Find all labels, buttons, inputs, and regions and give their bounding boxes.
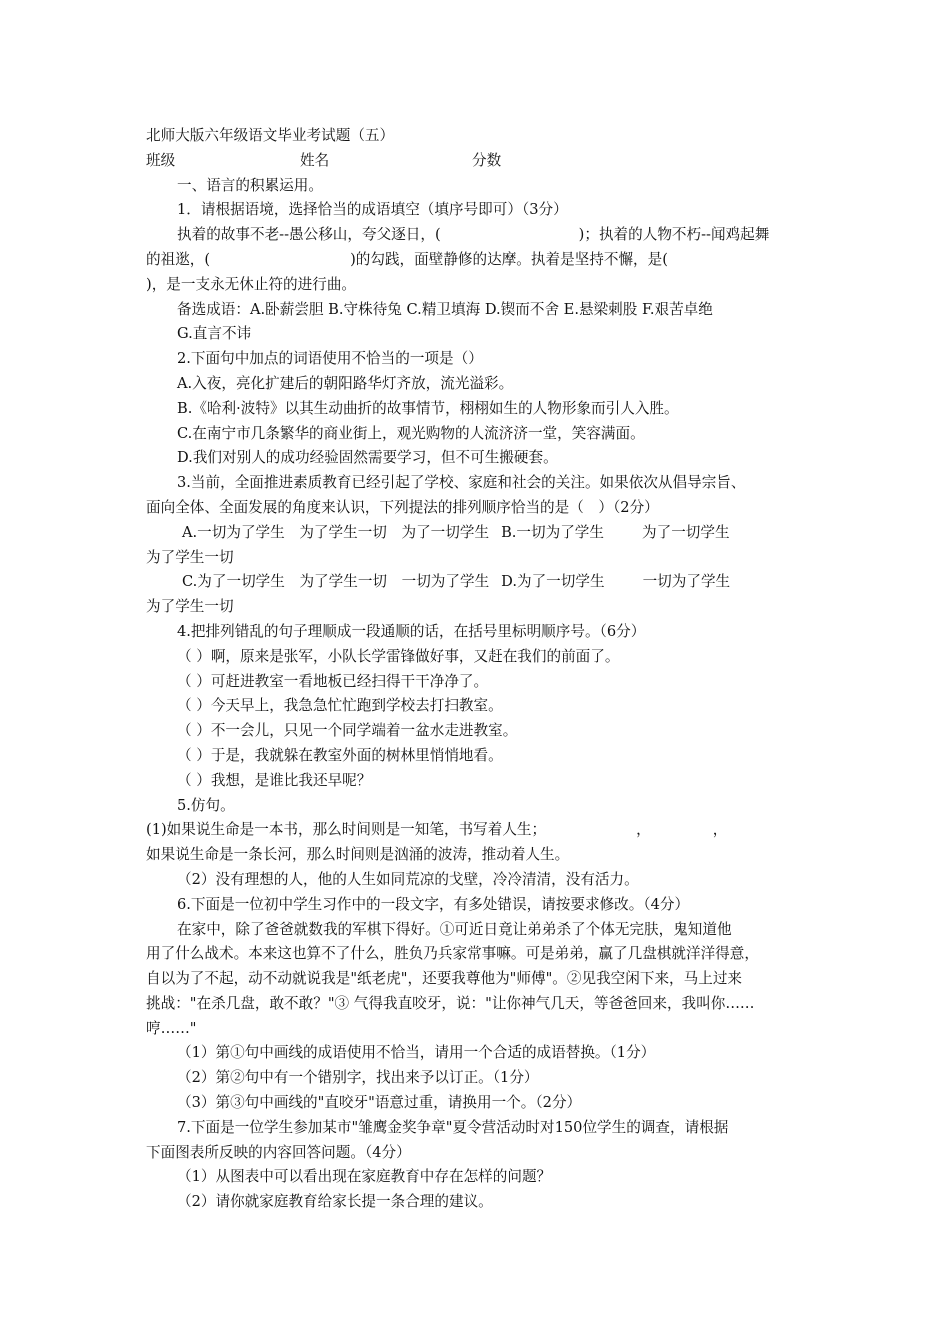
- q3-option-a: A.一切为了学生 为了学生一切 为了一切学生: [182, 523, 490, 541]
- q4-item: （ ）啊，原来是张军，小队长学雷锋做好事，又赶在我们的前面了。: [177, 647, 620, 665]
- q5-sentence-2: （2）没有理想的人，他的人生如同荒凉的戈壁，冷冷清清，没有活力。: [177, 870, 639, 888]
- q4-item: （ ）我想，是谁比我还早呢？: [177, 771, 372, 789]
- q5-text: ，: [636, 821, 651, 839]
- q1-text: 的祖逖，(: [146, 250, 211, 268]
- q1-options: G.直言不讳: [177, 325, 252, 343]
- q1-stem: 1．请根据语境，选择恰当的成语填空（填序号即可）（3分）: [177, 201, 568, 219]
- q7-sub-question: （1）从图表中可以看出现在家庭教育中存在怎样的问题？: [177, 1168, 552, 1186]
- q3-option-d: 一切为了学生: [642, 573, 731, 591]
- section-heading: 一、语言的积累运用。: [177, 176, 323, 194]
- q3-option-d: 为了学生一切: [146, 598, 234, 616]
- q1-text: 执着的故事不老--愚公移山，夸父逐日，(: [177, 226, 441, 244]
- q3-option-c: C.为了一切学生 为了学生一切 一切为了学生: [182, 573, 490, 591]
- q6-passage-line: 自以为了不起，动不动就说我是"纸老虎"，还要我尊他为"师傅"。②见我空闲下来，马上过来: [146, 970, 743, 988]
- q5-text: ，: [712, 821, 728, 839]
- q6-sub-question: （1）第①句中画线的成语使用不恰当，请用一个合适的成语替换。（1分）: [177, 1044, 656, 1062]
- class-label: 班级: [146, 151, 176, 169]
- q2-option-c: C.在南宁市几条繁华的商业街上，观光购物的人流济济一堂，笑容满面。: [177, 424, 645, 442]
- q6-passage-line: 用了什么战术。本来这也算不了什么，胜负乃兵家常事嘛。可是弟弟，赢了几盘棋就洋洋得意，: [146, 945, 759, 963]
- exam-page: [146, 124, 818, 1215]
- q3-option-b: 为了一切学生: [642, 523, 730, 541]
- q3-option-b: B.一切为了学生: [501, 523, 604, 541]
- q2-stem: 2.下面句中加点的词语使用不恰当的一项是（）: [177, 350, 483, 368]
- q4-stem: 4.把排列错乱的句子理顺成一段通顺的话，在括号里标明顺序号。（6分）: [177, 622, 646, 640]
- q1-passage-line: )，是一支永无休止符的进行曲。: [146, 275, 357, 293]
- q2-option-b: B.《哈利·波特》以其生动曲折的故事情节，栩栩如生的人物形象而引人入胜。: [177, 399, 679, 417]
- q6-passage-line: 哼……": [146, 1019, 197, 1037]
- q3-options-ab: [146, 521, 818, 546]
- q2-option-a: A.入夜，亮化扩建后的朝阳路华灯齐放，流光溢彩。: [177, 374, 514, 392]
- q5-sentence-1: [146, 818, 818, 843]
- q3-option-d: D.为了一切学生: [501, 573, 605, 591]
- q6-passage-line: 挑战："在杀几盘，敢不敢？"③ 气得我直咬牙，说："让你神气几天，等爸爸回来，我叫你……: [146, 994, 755, 1012]
- q6-sub-question: （2）第②句中有一个错别字，找出来予以订正。（1分）: [177, 1069, 539, 1087]
- q4-item: （ ）今天早上，我急急忙忙跑到学校去打扫教室。: [177, 697, 503, 715]
- q1-text: )的勾践，面壁静修的达摩。执着是坚持不懈，是(: [350, 250, 668, 268]
- q1-passage-line: [146, 248, 818, 273]
- q2-option-d: D.我们对别人的成功经验固然需要学习，但不可生搬硬套。: [177, 449, 558, 467]
- q3-option-b: 为了学生一切: [146, 548, 234, 566]
- q1-passage-line: [146, 223, 818, 248]
- q4-item: （ ）不一会儿，只见一个同学端着一盆水走进教室。: [177, 722, 518, 740]
- q4-item: （ ）于是，我就躲在教室外面的树林里悄悄地看。: [177, 746, 503, 764]
- q3-stem: 面向全体、全面发展的角度来认识，下列提法的排列顺序恰当的是（ ）（2分）: [146, 498, 659, 516]
- q1-options: 备选成语：A.卧薪尝胆 B.守株待兔 C.精卫填海 D.锲而不舍 E.悬梁刺股 F.艰苦卓绝: [177, 300, 713, 318]
- q1-text: )；执着的人物不朽--闻鸡起舞: [578, 226, 770, 244]
- q5-sentence-1-example: 如果说生命是一条长河，那么时间则是汹涌的波涛，推动着人生。: [146, 846, 570, 864]
- q6-stem: 6.下面是一位初中学生习作中的一段文字，有多处错误，请按要求修改。（4分）: [177, 895, 690, 913]
- q5-text: (1)如果说生命是一本书，那么时间则是一知笔，书写着人生；: [146, 821, 547, 839]
- q4-item: （ ）可赶进教室一看地板已经扫得干干净净了。: [177, 672, 489, 690]
- q7-sub-question: （2）请你就家庭教育给家长提一条合理的建议。: [177, 1193, 493, 1211]
- q5-stem: 5.仿句。: [177, 796, 235, 814]
- q6-passage-line: 在家中，除了爸爸就数我的军棋下得好。①可近日竟让弟弟杀了个体无完肤，鬼知道他: [177, 920, 732, 938]
- q6-sub-question: （3）第③句中画线的"直咬牙"语意过重，请换用一个。（2分）: [177, 1094, 582, 1112]
- q3-stem: 3.当前，全面推进素质教育已经引起了学校、家庭和社会的关注。如果依次从倡导宗旨、: [177, 474, 746, 492]
- name-label: 姓名: [300, 151, 330, 169]
- q3-options-cd: [146, 570, 818, 595]
- q7-stem: 下面图表所反映的内容回答问题。（4分）: [146, 1143, 411, 1161]
- score-label: 分数: [472, 151, 502, 169]
- student-info-row: [146, 149, 818, 174]
- q7-stem: 7.下面是一位学生参加某市"雏鹰金奖争章"夏令营活动时对150位学生的调查，请根据: [177, 1118, 729, 1136]
- exam-title: 北师大版六年级语文毕业考试题（五）: [146, 127, 395, 144]
